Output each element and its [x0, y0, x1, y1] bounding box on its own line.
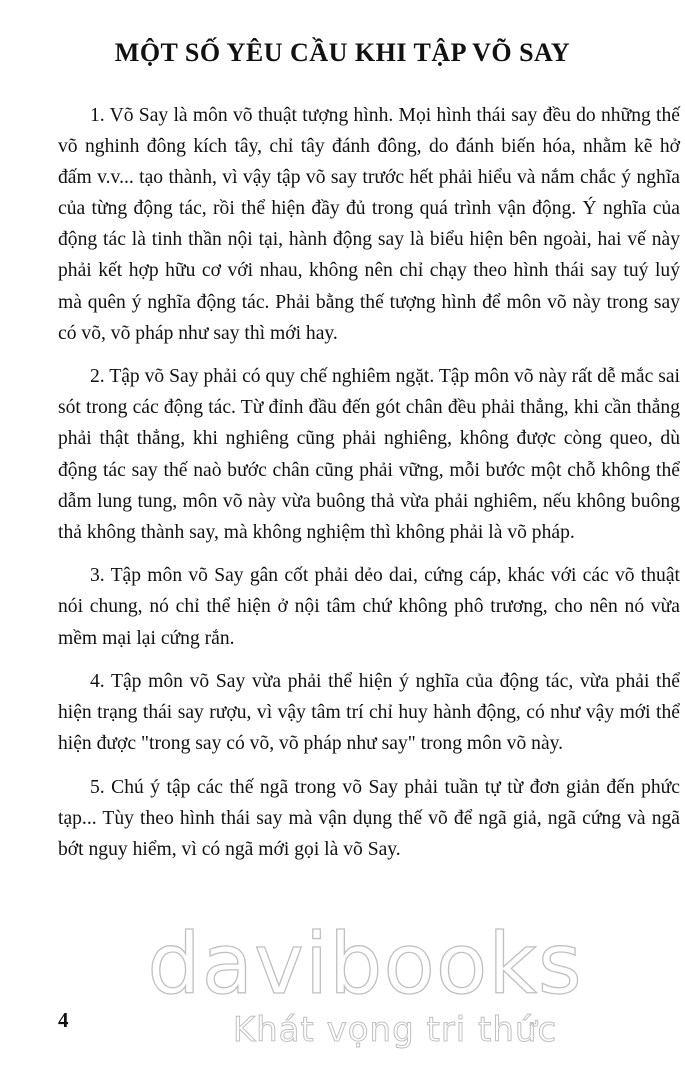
page-body [58, 100, 680, 878]
paragraph-2: 2. Tập võ Say phải có quy chế nghiêm ngặt. Tập môn võ này rất dễ mắc sai sót trong các động tác. Từ đỉnh đầu đến gót chân đều phải thẳng, khi cần thẳng phải thật thẳng, khi nghiêng cũng phải nghiêng, không được còng queo, dù động tác say thế naò bước chân cũng phải vững, mỗi bước một chỗ không thể dẫm lung tung, môn võ này vừa buông thả vừa phải nghiêm, nếu không buông thả không thành say, mà không nghiệm thì không phải là võ pháp. [58, 366, 680, 543]
watermark-brand: davibooks [147, 915, 583, 1013]
watermark-tagline: Khát vọng tri thức [232, 1010, 558, 1050]
page-title: MỘT SỐ YÊU CẦU KHI TẬP VÕ SAY [114, 38, 571, 67]
page-number: 4 [58, 1008, 69, 1032]
paragraph-1: 1. Võ Say là môn võ thuật tượng hình. Mọi hình thái say đều do những thế võ nghinh đông kích tây, chỉ tây đánh đông, do đánh biến hóa, nhằm kẽ hở đấm v.v... tạo thành, vì vậy tập võ say trước hết phải hiểu và nắm chắc ý nghĩa của từng động tác, rồi thể hiện đầy đủ trong quá trình vận động. Ý nghĩa của động tác là tinh thần nội tại, hành động say là biểu hiện bên ngoài, hai vế này phải kết hợp hữu cơ với nhau, không nên chỉ chạy theo hình thái say tuý luý mà quên ý nghĩa động tác. Phải bằng thế tượng hình để môn võ này trong say có võ, võ pháp như say thì mới hay. [58, 105, 680, 344]
paragraph-4: 4. Tập môn võ Say vừa phải thể hiện ý nghĩa của động tác, vừa phải thể hiện trạng thái say rượu, vì vậy tâm trí chỉ huy hành động, có như vậy mới thể hiện được "trong say có võ, võ pháp như say" trong môn võ này. [58, 671, 680, 755]
paragraph-3: 3. Tập môn võ Say gân cốt phải dẻo dai, cứng cáp, khác với các võ thuật nói chung, nó chỉ thể hiện ở nội tâm chứ không phô trương, cho nên nó vừa mềm mại lại cứng rắn. [58, 565, 680, 649]
paragraph-5: 5. Chú ý tập các thế ngã trong võ Say phải tuần tự từ đơn giản đến phức tạp... Tùy theo hình thái say mà vận dụng thế võ để ngã giả, ngã cứng và ngã bớt nguy hiểm, vì có ngã mới gọi là võ Say. [58, 776, 680, 861]
watermark [0, 915, 685, 1050]
